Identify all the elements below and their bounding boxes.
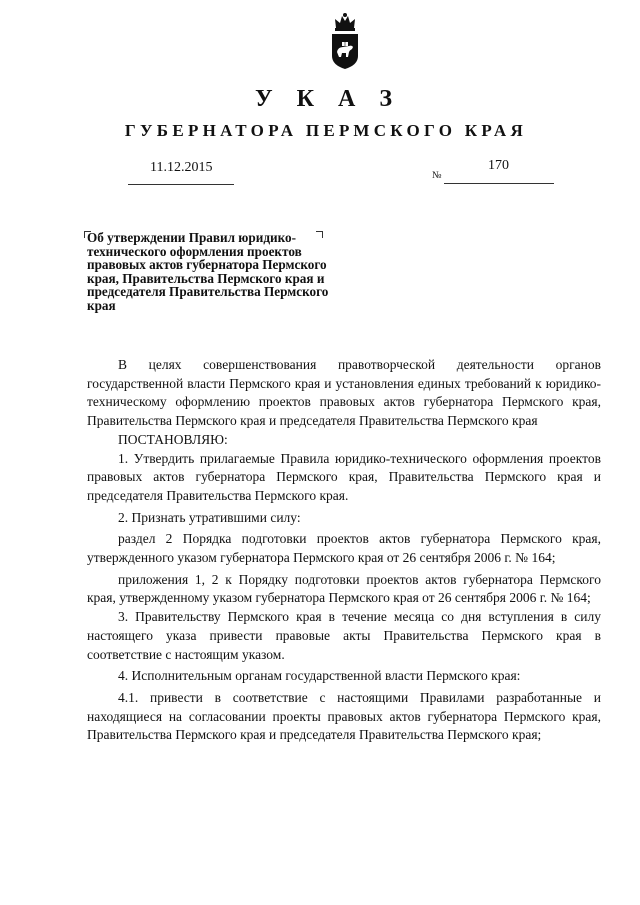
item-4-1: 4.1. привести в соответствие с настоящими Правилами разработанные и находящиеся на согласовании проекты правовых актов губернатора Пермского края, Правительства Пермского края и председателя Правительства Пермского края; xyxy=(87,689,601,743)
perm-krai-coat-of-arms-icon xyxy=(330,12,360,70)
number-underline xyxy=(444,183,554,184)
document-subject: Об утверждении Правил юридико-технического оформления проектов правовых актов губернатора Пермского края, Правительства Пермского края и председателя Правительства Пермского края xyxy=(87,230,329,313)
document-title: У К А З xyxy=(254,86,401,112)
item-2-section: раздел 2 Порядка подготовки проектов актов губернатора Пермского края, утвержденного указом губернатора Пермского края от 26 сентября 2006 г. № 164; xyxy=(87,531,601,566)
item-2-appendices: приложения 1, 2 к Порядку подготовки проектов актов губернатора Пермского края, утвержденному указом губернатора Пермского края от 26 сентября 2006 г. № 164; xyxy=(87,571,601,606)
item-1: 1. Утвердить прилагаемые Правила юридико-технического оформления проектов правовых актов губернатора Пермского края, Правительства Пермского края и председателя Правительства Пермского края. xyxy=(87,450,601,503)
item-2: 2. Признать утратившими силу: xyxy=(118,509,301,525)
document-date-field xyxy=(128,160,234,185)
intro-paragraph: В целях совершенствования правотворческой деятельности органов государственной власти Пермского края и установления единых требований к юридико-техническому оформлению проектов правовых актов губернатора Пермского края, Правительства Пермского края и председателя Правительства Пермского края xyxy=(87,357,601,429)
document-number: 170 xyxy=(488,158,509,173)
document-issuer: ГУБЕРНАТОРА ПЕРМСКОГО КРАЯ xyxy=(124,121,528,140)
decree-word: ПОСТАНОВЛЯЮ: xyxy=(118,431,228,447)
document-body xyxy=(87,356,601,745)
number-sign: № xyxy=(432,170,442,181)
document-date: 11.12.2015 xyxy=(150,160,213,175)
document-number-field xyxy=(432,158,554,184)
item-3: 3. Правительству Пермского края в течение месяца со дня вступления в силу настоящего указа привести правовые акты Правительства Пермского края в соответствие с настоящим указом. xyxy=(87,609,601,662)
item-4: 4. Исполнительным органам государственной власти Пермского края: xyxy=(118,668,521,684)
